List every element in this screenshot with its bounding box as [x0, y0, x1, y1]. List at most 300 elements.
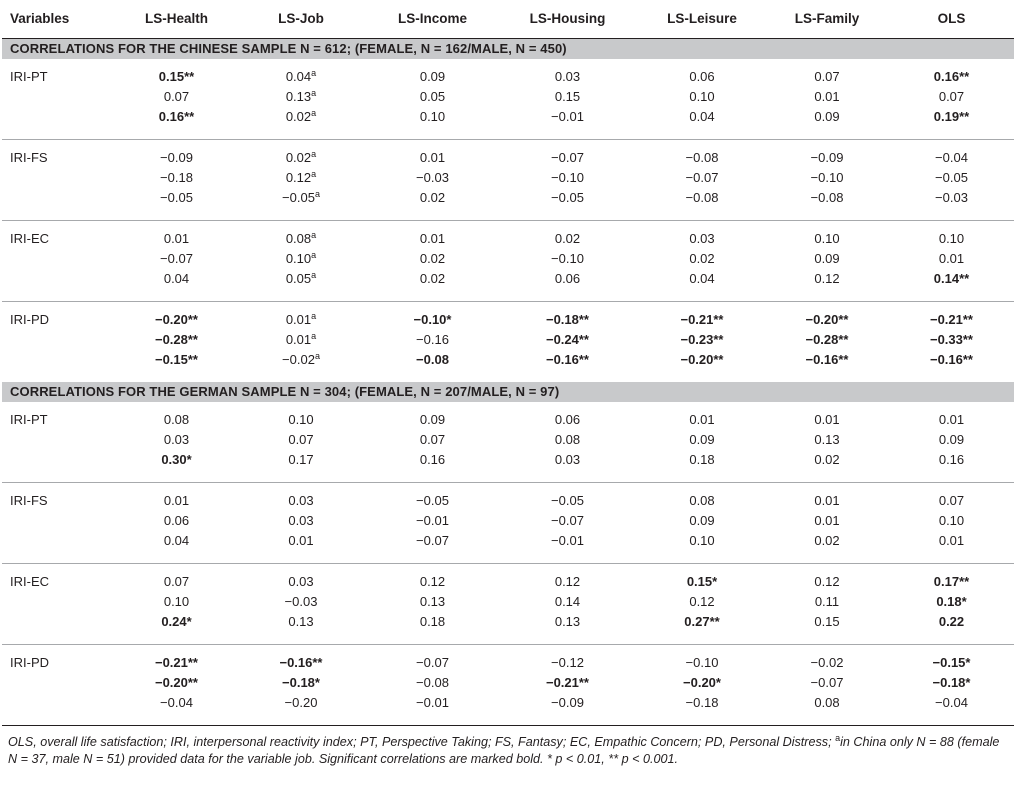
- cell-value: −0.04: [935, 150, 968, 165]
- table-cell: [889, 330, 1014, 350]
- cell-value: 0.10: [938, 231, 965, 246]
- cell-value: 0.13: [285, 89, 312, 104]
- table-cell: [765, 612, 889, 645]
- cell-value: −0.21**: [545, 675, 589, 690]
- cell-value: 0.08: [163, 412, 190, 427]
- table-cell: [369, 531, 496, 564]
- cell-value: −0.18*: [932, 675, 971, 690]
- table-cell: [233, 87, 369, 107]
- section-title: CORRELATIONS FOR THE CHINESE SAMPLE N = 612; (FEMALE, N = 162/MALE, N = 450): [2, 38, 1014, 59]
- table-cell: [496, 644, 639, 673]
- table-cell: [889, 482, 1014, 511]
- table-cell: [120, 673, 233, 693]
- table-cell: [639, 612, 765, 645]
- cell-value: 0.10: [285, 251, 312, 266]
- col-header: LS-Health: [120, 0, 233, 38]
- cell-value: 0.13: [814, 432, 840, 447]
- table-cell: [369, 563, 496, 592]
- variable-label: [2, 592, 120, 612]
- table-cell: [889, 612, 1014, 645]
- table-cell: [889, 139, 1014, 168]
- variable-label: IRI-PT: [10, 412, 48, 427]
- cell-value: −0.07: [416, 655, 449, 670]
- table-cell: [639, 249, 765, 269]
- correlation-table: [2, 0, 1014, 726]
- table-cell: [889, 511, 1014, 531]
- table-body: [2, 38, 1014, 725]
- table-cell: [369, 693, 496, 726]
- table-cell: [120, 330, 233, 350]
- cell-value: 0.01: [163, 493, 190, 508]
- table-cell: [496, 673, 639, 693]
- cell-value: 0.03: [554, 452, 581, 467]
- table-cell: [233, 269, 369, 302]
- table-cell: [765, 188, 889, 221]
- table-cell: [496, 402, 639, 430]
- table-row: [2, 531, 1014, 564]
- table-cell: [120, 87, 233, 107]
- table-cell: [369, 402, 496, 430]
- cell-value: 0.06: [554, 271, 581, 286]
- table-row: [2, 249, 1014, 269]
- table-cell: [639, 531, 765, 564]
- cell-value: 0.01: [419, 150, 446, 165]
- table-cell: [765, 249, 889, 269]
- cell-value: 0.18: [419, 614, 446, 629]
- cell-value: −0.02: [282, 352, 315, 367]
- table-cell: [765, 301, 889, 330]
- table-cell: [889, 107, 1014, 140]
- cell-value: −0.08: [685, 190, 719, 205]
- cell-value: 0.01: [938, 412, 965, 427]
- cell-value: 0.13: [288, 614, 314, 629]
- cell-value: 0.14**: [933, 271, 970, 286]
- table-cell: [120, 402, 233, 430]
- cell-value: −0.21**: [154, 655, 198, 670]
- table-cell: [233, 220, 369, 249]
- table-cell: [765, 450, 889, 483]
- cell-value: 0.17**: [933, 574, 970, 589]
- table-cell: [889, 450, 1014, 483]
- cell-value: 0.16: [419, 452, 446, 467]
- table-cell: [765, 330, 889, 350]
- table-cell: [889, 644, 1014, 673]
- variable-label: [2, 168, 120, 188]
- table-row: [2, 673, 1014, 693]
- table-cell: [233, 511, 369, 531]
- footnote-sup: a: [835, 732, 841, 743]
- footnote-marker: a: [311, 149, 317, 159]
- cell-value: −0.07: [810, 675, 844, 690]
- table-cell: [889, 592, 1014, 612]
- table-cell: [639, 107, 765, 140]
- table-cell: [120, 269, 233, 302]
- table-cell: [496, 107, 639, 140]
- cell-value: −0.24**: [545, 332, 589, 347]
- cell-value: 0.01: [938, 251, 965, 266]
- table-cell: [369, 249, 496, 269]
- cell-value: 0.16: [938, 452, 965, 467]
- cell-value: −0.16**: [805, 352, 849, 367]
- table-cell: [639, 269, 765, 302]
- cell-value: 0.16**: [158, 109, 195, 124]
- table-cell: [496, 450, 639, 483]
- cell-value: 0.07: [419, 432, 446, 447]
- cell-value: 0.02: [285, 150, 312, 165]
- table-cell: [639, 563, 765, 592]
- table-cell: [639, 87, 765, 107]
- cell-value: −0.20*: [683, 675, 721, 690]
- table-cell: [765, 563, 889, 592]
- table-row: [2, 330, 1014, 350]
- table-cell: [765, 139, 889, 168]
- table-cell: [369, 330, 496, 350]
- col-header: LS-Income: [369, 0, 496, 38]
- cell-value: −0.08: [416, 675, 449, 690]
- table-cell: [496, 430, 639, 450]
- variable-label: IRI-PD: [10, 655, 49, 670]
- table-cell: [765, 482, 889, 511]
- cell-value: 0.02: [689, 251, 715, 266]
- table-cell: [120, 693, 233, 726]
- table-cell: [233, 301, 369, 330]
- cell-value: −0.15**: [154, 352, 198, 367]
- table-cell: [496, 188, 639, 221]
- table-cell: [889, 87, 1014, 107]
- table-cell: [369, 139, 496, 168]
- cell-value: −0.15*: [932, 655, 971, 670]
- table-cell: [120, 531, 233, 564]
- table-cell: [639, 673, 765, 693]
- cell-value: −0.28**: [154, 332, 198, 347]
- table-cell: [765, 430, 889, 450]
- table-cell: [496, 59, 639, 87]
- cell-value: 0.15: [554, 89, 581, 104]
- cell-value: 0.11: [814, 594, 840, 609]
- col-header: Variables: [2, 0, 120, 38]
- cell-value: −0.18: [160, 170, 193, 185]
- cell-value: 0.09: [814, 251, 840, 266]
- table-cell: [496, 350, 639, 382]
- table-cell: [369, 673, 496, 693]
- table-cell: [233, 644, 369, 673]
- table-cell: [233, 430, 369, 450]
- table-cell: [639, 301, 765, 330]
- table-row: [2, 220, 1014, 249]
- table-cell: [120, 430, 233, 450]
- cell-value: 0.18: [689, 452, 715, 467]
- table-cell: [496, 511, 639, 531]
- table-cell: [496, 269, 639, 302]
- cell-value: 0.10: [814, 231, 840, 246]
- cell-value: 0.19**: [933, 109, 970, 124]
- table-cell: [233, 482, 369, 511]
- cell-value: 0.18*: [936, 594, 967, 609]
- table-cell: [369, 269, 496, 302]
- table-cell: [639, 592, 765, 612]
- cell-value: 0.14: [554, 594, 581, 609]
- cell-value: 0.04: [689, 109, 715, 124]
- cell-value: 0.27**: [684, 614, 720, 629]
- cell-value: −0.18*: [282, 675, 320, 690]
- table-cell: [369, 107, 496, 140]
- variable-label: [2, 673, 120, 693]
- cell-value: −0.07: [685, 170, 719, 185]
- table-cell: [233, 612, 369, 645]
- cell-value: −0.08: [810, 190, 844, 205]
- table-cell: [765, 87, 889, 107]
- table-cell: [369, 220, 496, 249]
- cell-value: 0.09: [689, 432, 715, 447]
- cell-value: 0.03: [288, 513, 314, 528]
- table-row: [2, 612, 1014, 645]
- table-row: [2, 59, 1014, 87]
- table-cell: [120, 612, 233, 645]
- table-cell: [233, 139, 369, 168]
- variable-label: [2, 87, 120, 107]
- footnote-marker: a: [314, 351, 320, 361]
- variable-label: [2, 450, 120, 483]
- table-cell: [369, 301, 496, 330]
- table-cell: [889, 350, 1014, 382]
- table-cell: [639, 188, 765, 221]
- footnote-marker: a: [311, 250, 317, 260]
- cell-value: 0.10: [163, 594, 190, 609]
- table-cell: [639, 402, 765, 430]
- cell-value: −0.01: [416, 513, 449, 528]
- table-cell: [765, 511, 889, 531]
- cell-value: 0.30*: [161, 452, 192, 467]
- section-header-row: [2, 382, 1014, 402]
- table-row: [2, 402, 1014, 430]
- variable-label: [2, 330, 120, 350]
- table-cell: [120, 168, 233, 188]
- cell-value: 0.03: [689, 231, 715, 246]
- table-row: [2, 168, 1014, 188]
- cell-value: −0.07: [551, 513, 584, 528]
- table-cell: [120, 644, 233, 673]
- table-cell: [639, 139, 765, 168]
- cell-value: 0.10: [288, 412, 314, 427]
- table-row: [2, 350, 1014, 382]
- cell-value: 0.05: [285, 271, 312, 286]
- table-cell: [765, 402, 889, 430]
- table-cell: [233, 673, 369, 693]
- table-cell: [639, 693, 765, 726]
- table-cell: [639, 430, 765, 450]
- table-cell: [765, 107, 889, 140]
- cell-value: 0.01: [285, 332, 312, 347]
- cell-value: 0.22: [938, 614, 965, 629]
- cell-value: 0.01: [163, 231, 190, 246]
- cell-value: 0.12: [814, 574, 840, 589]
- table-cell: [639, 330, 765, 350]
- table-cell: [369, 350, 496, 382]
- cell-value: −0.10*: [413, 312, 452, 327]
- cell-value: −0.33**: [929, 332, 973, 347]
- col-header: LS-Leisure: [639, 0, 765, 38]
- table-footnote: [8, 734, 1008, 768]
- variable-label: IRI-FS: [10, 150, 48, 165]
- table-cell: [369, 612, 496, 645]
- table-cell: [889, 693, 1014, 726]
- cell-value: −0.04: [935, 695, 968, 710]
- cell-value: −0.09: [551, 695, 584, 710]
- cell-value: −0.20**: [154, 675, 198, 690]
- cell-value: 0.03: [288, 493, 314, 508]
- cell-value: −0.01: [551, 109, 584, 124]
- variable-label: [2, 350, 120, 382]
- cell-value: 0.07: [938, 89, 965, 104]
- table-cell: [496, 87, 639, 107]
- footnote-marker: a: [311, 270, 317, 280]
- footnote-marker: a: [311, 68, 317, 78]
- table-cell: [233, 531, 369, 564]
- cell-value: 0.04: [689, 271, 715, 286]
- table-cell: [233, 350, 369, 382]
- table-row: [2, 188, 1014, 221]
- cell-value: −0.08: [685, 150, 719, 165]
- cell-value: 0.01: [938, 533, 965, 548]
- cell-value: 0.09: [419, 412, 446, 427]
- variable-label: [2, 269, 120, 302]
- table-cell: [639, 59, 765, 87]
- cell-value: 0.09: [938, 432, 965, 447]
- cell-value: 0.05: [419, 89, 446, 104]
- cell-value: −0.20**: [154, 312, 198, 327]
- variable-label: [2, 612, 120, 645]
- table-row: [2, 511, 1014, 531]
- table-row: [2, 87, 1014, 107]
- section-header-row: [2, 38, 1014, 59]
- cell-value: 0.07: [288, 432, 314, 447]
- cell-value: 0.24*: [161, 614, 192, 629]
- table-cell: [369, 430, 496, 450]
- cell-value: −0.16: [416, 332, 449, 347]
- table-cell: [889, 673, 1014, 693]
- table-cell: [496, 563, 639, 592]
- table-cell: [496, 249, 639, 269]
- cell-value: −0.05: [551, 190, 584, 205]
- table-cell: [233, 168, 369, 188]
- cell-value: −0.20**: [805, 312, 849, 327]
- cell-value: −0.10: [810, 170, 844, 185]
- footnote-marker: a: [311, 331, 317, 341]
- cell-value: −0.05: [160, 190, 193, 205]
- col-header: LS-Housing: [496, 0, 639, 38]
- cell-value: 0.01: [814, 513, 840, 528]
- cell-value: 0.02: [419, 271, 446, 286]
- footnote-significance: * p < 0.01, ** p < 0.001.: [547, 751, 678, 766]
- variable-label: [2, 188, 120, 221]
- variable-label: [2, 249, 120, 269]
- variable-label: IRI-EC: [10, 231, 49, 246]
- footnote-marker: a: [314, 189, 320, 199]
- cell-value: −0.12: [551, 655, 584, 670]
- cell-value: 0.03: [288, 574, 314, 589]
- table-cell: [889, 168, 1014, 188]
- cell-value: 0.10: [419, 109, 446, 124]
- table-cell: [639, 482, 765, 511]
- table-cell: [369, 87, 496, 107]
- cell-value: −0.16**: [545, 352, 589, 367]
- variable-label: [2, 430, 120, 450]
- col-header: OLS: [889, 0, 1014, 38]
- variable-label: [2, 511, 120, 531]
- cell-value: −0.05: [551, 493, 584, 508]
- cell-value: −0.05: [935, 170, 968, 185]
- cell-value: 0.02: [554, 231, 581, 246]
- table-cell: [639, 168, 765, 188]
- cell-value: 0.01: [814, 89, 840, 104]
- cell-value: 0.09: [689, 513, 715, 528]
- footnote-marker: a: [311, 311, 317, 321]
- cell-value: −0.10: [551, 251, 584, 266]
- variable-label: IRI-EC: [10, 574, 49, 589]
- cell-value: −0.16**: [929, 352, 973, 367]
- cell-value: 0.12: [814, 271, 840, 286]
- table-cell: [639, 350, 765, 382]
- table-cell: [496, 592, 639, 612]
- cell-value: 0.04: [163, 271, 190, 286]
- cell-value: 0.02: [814, 533, 840, 548]
- table-row: [2, 139, 1014, 168]
- cell-value: 0.09: [419, 69, 446, 84]
- table-cell: [120, 592, 233, 612]
- table-cell: [765, 220, 889, 249]
- cell-value: 0.07: [163, 574, 190, 589]
- variable-label: [2, 107, 120, 140]
- footnote-main: OLS, overall life satisfaction; IRI, interpersonal reactivity index; PT, Perspective Taking; FS, Fantasy; EC, Empathic Concern; PD, Personal Distress;: [8, 734, 836, 749]
- table-cell: [639, 220, 765, 249]
- table-cell: [233, 563, 369, 592]
- table-cell: [233, 450, 369, 483]
- table-cell: [369, 592, 496, 612]
- table-cell: [889, 430, 1014, 450]
- cell-value: −0.21**: [929, 312, 973, 327]
- table-row: [2, 301, 1014, 330]
- table-cell: [496, 531, 639, 564]
- table-cell: [369, 511, 496, 531]
- col-header: LS-Family: [765, 0, 889, 38]
- cell-value: −0.20**: [680, 352, 724, 367]
- table-cell: [233, 693, 369, 726]
- table-row: [2, 693, 1014, 726]
- table-cell: [765, 269, 889, 302]
- cell-value: 0.07: [938, 493, 965, 508]
- table-cell: [120, 59, 233, 87]
- table-cell: [496, 220, 639, 249]
- cell-value: 0.15**: [158, 69, 195, 84]
- variable-label: [2, 531, 120, 564]
- table-cell: [233, 402, 369, 430]
- table-row: [2, 450, 1014, 483]
- cell-value: −0.20: [284, 695, 318, 710]
- cell-value: 0.10: [689, 89, 715, 104]
- cell-value: 0.07: [814, 69, 840, 84]
- cell-value: −0.03: [284, 594, 318, 609]
- table-cell: [889, 59, 1014, 87]
- cell-value: −0.16**: [279, 655, 323, 670]
- cell-value: 0.08: [554, 432, 581, 447]
- cell-value: 0.06: [163, 513, 190, 528]
- table-cell: [120, 139, 233, 168]
- table-cell: [639, 644, 765, 673]
- cell-value: 0.02: [814, 452, 840, 467]
- footnote-marker: a: [311, 169, 317, 179]
- table-cell: [120, 107, 233, 140]
- table-cell: [639, 450, 765, 483]
